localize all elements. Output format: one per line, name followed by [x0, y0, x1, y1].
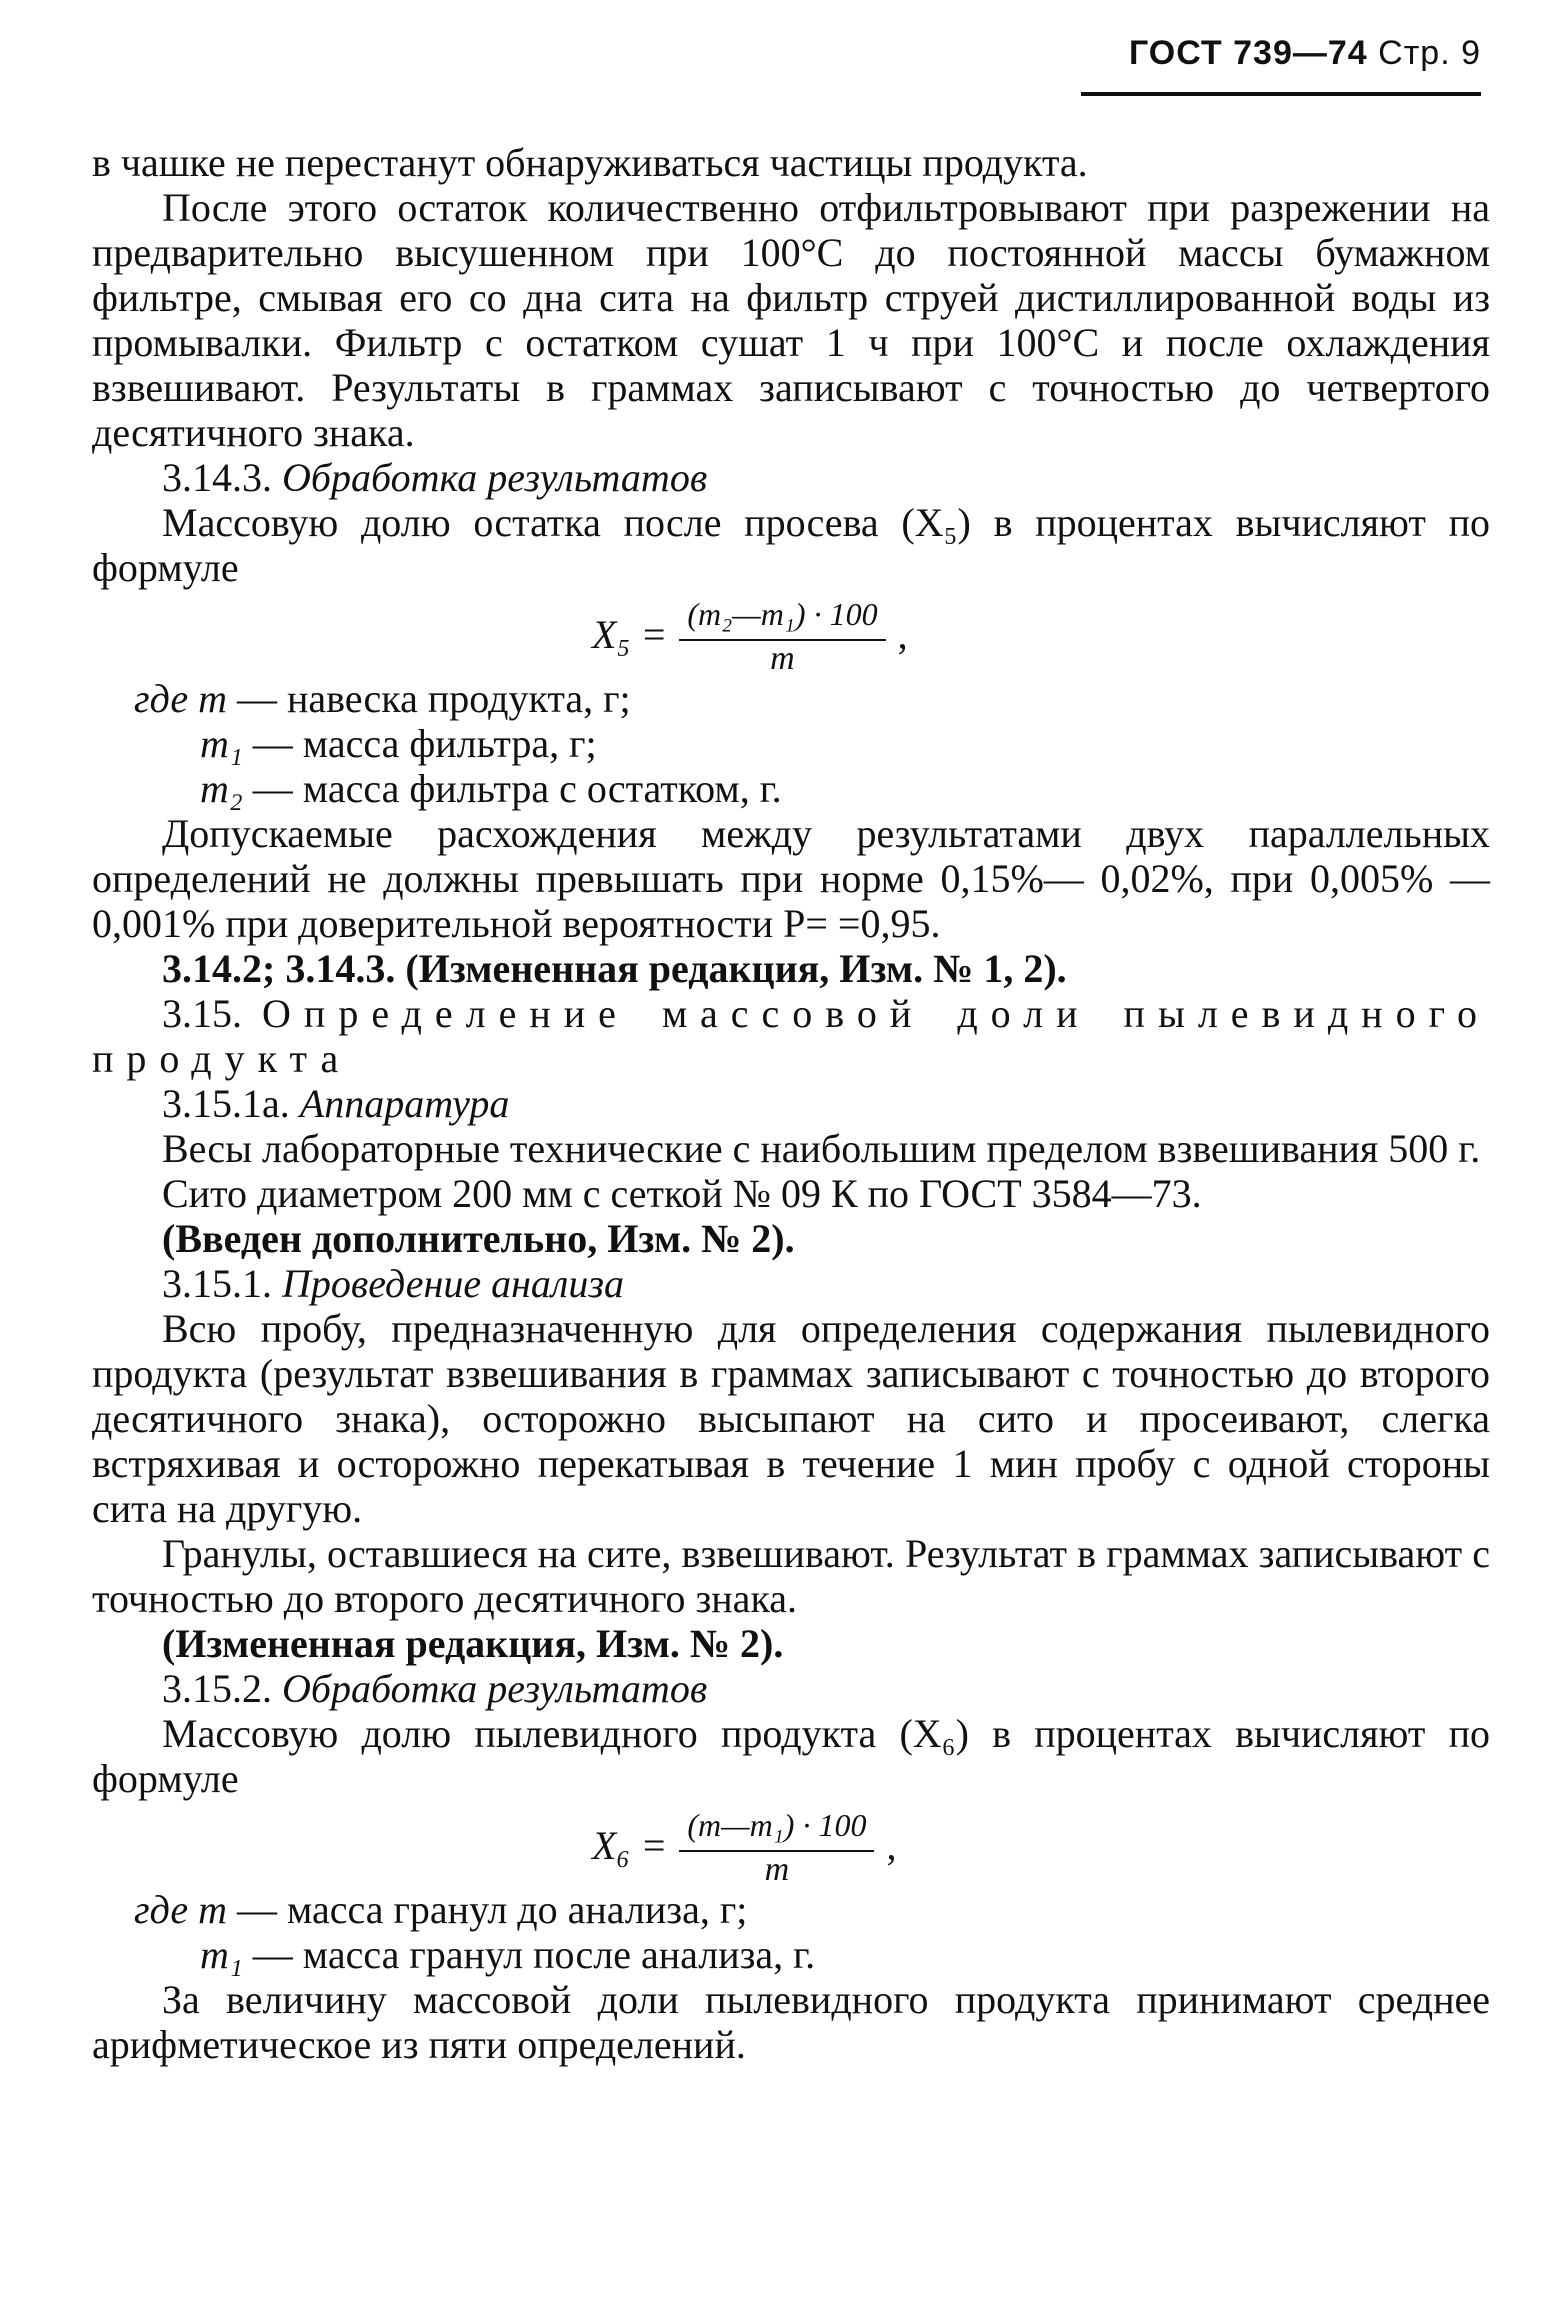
formula-trail: , — [886, 1822, 897, 1868]
section-3-15-1: 3.15.1. Проведение анализа — [162, 1261, 624, 1306]
section-3-14-3: 3.14.3. Обработка результатов — [162, 455, 708, 500]
where-item-1: где m — навеска продукта, г; — [134, 676, 631, 721]
document-body — [92, 140, 1490, 2067]
section-title: Проведение анализа — [282, 1261, 624, 1306]
formula-denominator: m — [770, 639, 795, 677]
formula-numerator: (m₂—m₁) · 100 — [679, 592, 885, 641]
paragraph-4: Допускаемые расхождения между результатами двух параллельных определений не должны превышать при норме 0,15%— 0,02%, при 0,005% — 0,001% при доверительной вероятности P= =0,95. — [92, 811, 1490, 946]
formula-numerator: (m—m₁) · 100 — [679, 1803, 874, 1852]
paragraph-7: Сито диаметром 200 мм с сеткой № 09 К по ГОСТ 3584—73. — [162, 1171, 1202, 1216]
amendment-note-2: (Введен дополнительно, Изм. № 2). — [162, 1216, 795, 1261]
paragraph-9: Всю пробу, предназначенную для определения содержания пылевидного продукта (результат взвешивания в граммах записывают с точностью до второго десятичного знака), осторожно высыпают на сито и просеивают, слегка встряхивая и осторожно перекатывая в течение 1 мин пробу с одной стороны сита на другую. — [92, 1306, 1490, 1531]
formula-lhs: X₅ = — [592, 611, 668, 657]
section-title: Обработка результатов — [282, 1666, 708, 1711]
paragraph-6: Весы лабораторные технические с наибольшим пределом взвешивания 500 г. — [162, 1126, 1481, 1171]
section-3-15: 3.15. Определение массовой доли пылевидного продукта — [92, 991, 1490, 1081]
formula-denominator: m — [764, 1850, 790, 1888]
amendment-note-1: 3.14.2; 3.14.3. (Измененная редакция, Изм. № 1, 2). — [162, 946, 1067, 991]
formula-x5 — [92, 595, 1490, 677]
paragraph-2: После этого остаток количественно отфильтровывают при разрежении на предварительно высушенном при 100°С до постоянной массы бумажном фильтре, смывая его со дна сита на фильтр струей дистиллированной воды из промывалки. Фильтр с остатком сушат 1 ч при 100°С и после охлаждения взвешивают. Результаты в граммах записывают с точностью до четвертого десятичного знака. — [92, 185, 1490, 455]
paragraph-13: За величину массовой доли пылевидного продукта принимают среднее арифметическое из пяти определений. — [92, 1977, 1490, 2067]
section-3-15-1a: 3.15.1а. Аппаратура — [162, 1081, 510, 1126]
formula-fraction — [679, 592, 885, 677]
paragraph-10: Гранулы, оставшиеся на сите, взвешивают. Результат в граммах записывают с точностью до второго десятичного знака. — [92, 1531, 1490, 1621]
section-title: Определение массовой доли пылевидного продукта — [92, 991, 1490, 1081]
paragraph-12: Массовую долю пылевидного продукта (X₆) в процентах вычисляют по формуле — [92, 1711, 1490, 1801]
standard-number: ГОСТ 739—74 — [1128, 34, 1368, 72]
formula-lhs: X₆ = — [592, 1822, 668, 1868]
where-item-2: m₁ — масса фильтра, г; — [200, 721, 597, 766]
formula-x6 — [92, 1806, 1490, 1888]
paragraph-1: в чашке не перестанут обнаруживаться частицы продукта. — [92, 140, 1088, 185]
section-3-15-2: 3.15.2. Обработка результатов — [162, 1666, 708, 1711]
amendment-note-3: (Измененная редакция, Изм. № 2). — [162, 1621, 784, 1666]
header-rule — [1081, 92, 1481, 96]
paragraph-3: Массовую долю остатка после просева (X₅) в процентах вычисляют по формуле — [92, 500, 1490, 590]
where-item-5: m₁ — масса гранул после анализа, г. — [200, 1932, 816, 1977]
formula-trail: , — [897, 611, 908, 657]
where-item-3: m₂ — масса фильтра с остатком, г. — [200, 766, 782, 811]
page-number: Стр. 9 — [1378, 34, 1481, 72]
section-title: Аппаратура — [299, 1081, 510, 1126]
formula-fraction — [679, 1803, 874, 1888]
page-header — [1129, 34, 1481, 73]
section-title: Обработка результатов — [282, 455, 708, 500]
where-item-4: где m — масса гранул до анализа, г; — [134, 1887, 748, 1932]
